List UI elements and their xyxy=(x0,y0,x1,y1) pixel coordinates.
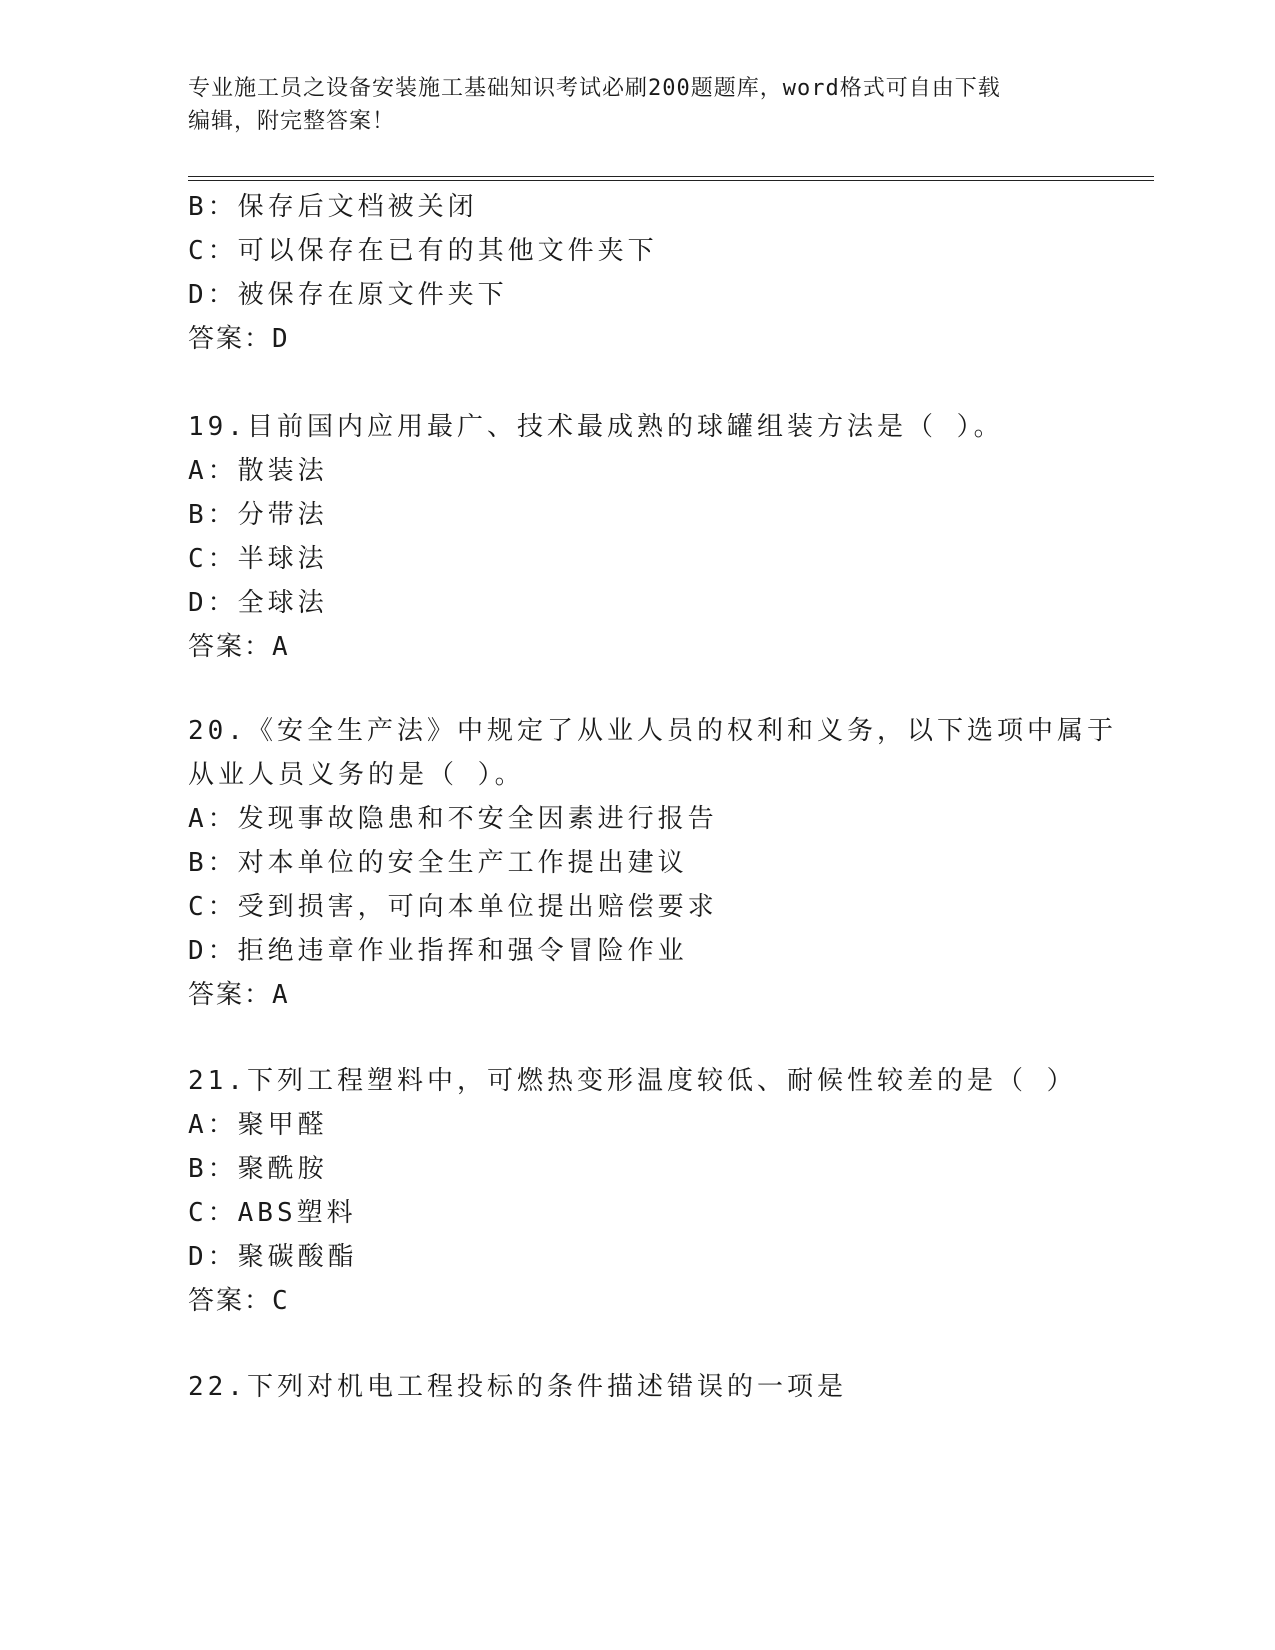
option-d: D：拒绝违章作业指挥和强令冒险作业 xyxy=(188,936,688,966)
answer-line: 答案：C xyxy=(188,1286,290,1316)
header-divider xyxy=(188,176,1154,181)
question-22: 22.下列对机电工程投标的条件描述错误的一项是 xyxy=(188,1372,847,1402)
answer-line: 答案：A xyxy=(188,980,290,1010)
question-19: 19.目前国内应用最广、技术最成熟的球罐组装方法是（ ）。 xyxy=(188,412,1004,442)
option-a: A：散装法 xyxy=(188,456,328,486)
answer-line: 答案：A xyxy=(188,632,290,662)
document-header xyxy=(188,72,1088,138)
header-line-1: 专业施工员之设备安装施工基础知识考试必刷200题题库，word格式可自由下载 xyxy=(188,76,1001,101)
answer-line: 答案：D xyxy=(188,324,290,354)
option-c: C：半球法 xyxy=(188,544,328,574)
option-b: B：分带法 xyxy=(188,500,328,530)
option-b: B：聚酰胺 xyxy=(188,1154,328,1184)
option-d: D：被保存在原文件夹下 xyxy=(188,280,508,310)
option-a: A：聚甲醛 xyxy=(188,1110,328,1140)
question-20: 20.《安全生产法》中规定了从业人员的权利和义务，以下选项中属于 xyxy=(188,716,1117,746)
option-d: D：聚碳酸酯 xyxy=(188,1242,358,1272)
option-b: B：保存后文档被关闭 xyxy=(188,192,478,222)
question-21: 21.下列工程塑料中，可燃热变形温度较低、耐候性较差的是（ ） xyxy=(188,1066,1077,1096)
option-a: A：发现事故隐患和不安全因素进行报告 xyxy=(188,804,718,834)
option-c: C：可以保存在已有的其他文件夹下 xyxy=(188,236,658,266)
option-c: C：受到损害，可向本单位提出赔偿要求 xyxy=(188,892,718,922)
option-c: C：ABS塑料 xyxy=(188,1198,357,1228)
option-b: B：对本单位的安全生产工作提出建议 xyxy=(188,848,688,878)
header-line-2: 编辑，附完整答案！ xyxy=(188,109,396,134)
option-d: D：全球法 xyxy=(188,588,328,618)
question-20-continued: 从业人员义务的是（ ）。 xyxy=(188,760,525,790)
